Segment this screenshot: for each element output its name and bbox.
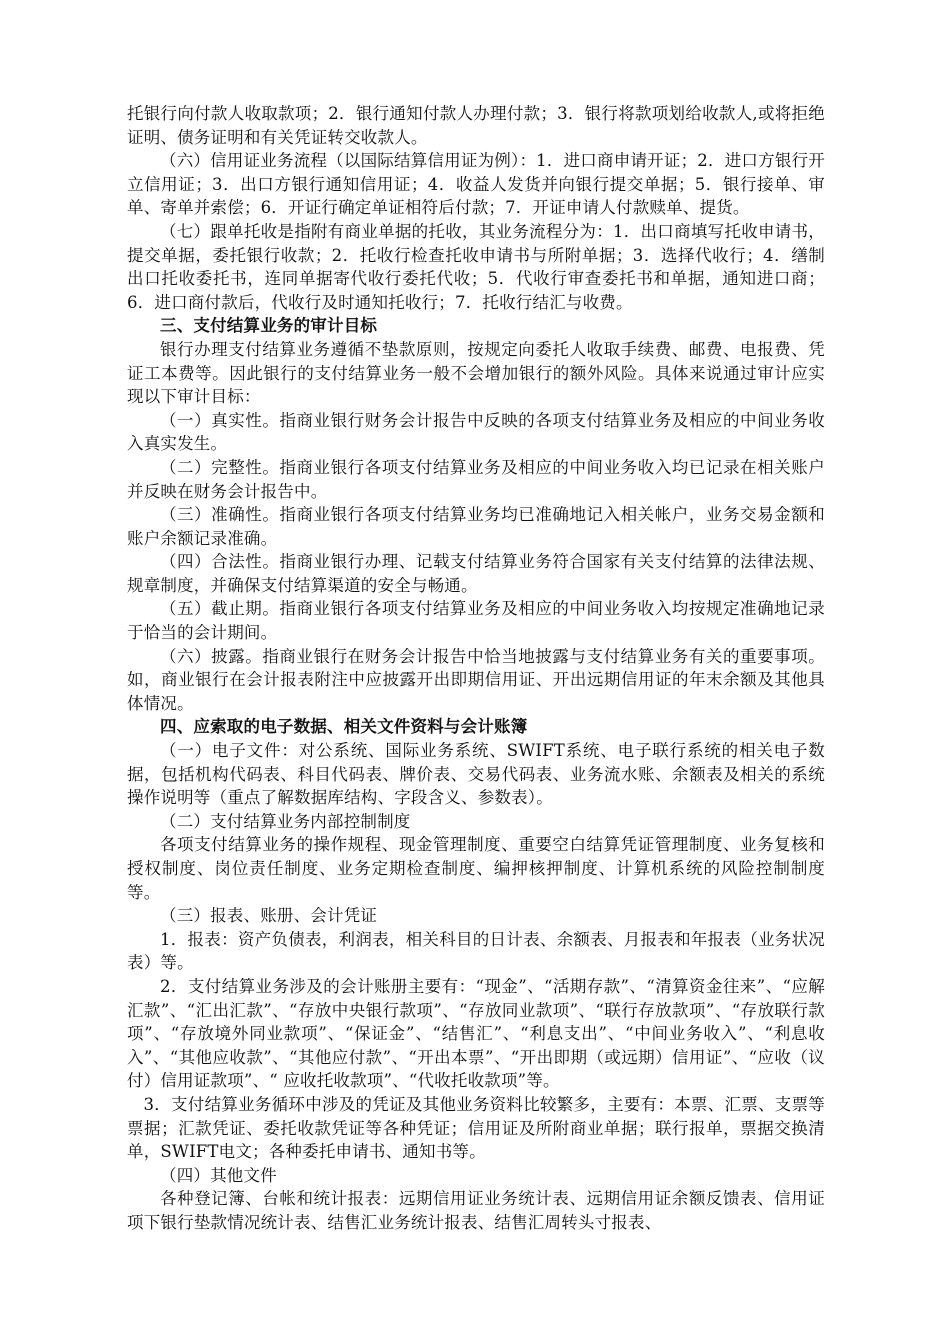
paragraph: 2．支付结算业务涉及的会计账册主要有：“现金”、“活期存款”、“清算资金往来”、“应解汇款”、“汇出汇款”、“存放中央银行款项”、“存放同业款项”、“联行存放款项”、“存放联行款项”、“存放境外同业款项”、“保证金”、“结售汇”、“利息支出”、“中间业务收入”、“利息收入”、“其他应收款”、“其他应付款”、“开出本票”、“开出即期（或远期）信用证”、“应收（议付）信用证款项”、“ 应收托收款项”、“代收托收款项”等。 [127,976,825,1091]
paragraph: （一）电子文件：对公系统、国际业务系统、SWIFT系统、电子联行系统的相关电子数据，包括机构代码表、科目代码表、牌价表、交易代码表、业务流水账、余额表及相关的系统操作说明等（重点了解数据库结构、字段含义、参数表）。 [127,741,825,808]
paragraph: 各种登记簿、台帐和统计报表：远期信用证业务统计表、远期信用证余额反馈表、信用证项下银行垫款情况统计表、结售汇业务统计报表、结售汇周转头寸报表、 [127,1189,825,1232]
paragraph: （二）支付结算业务内部控制制度 [160,811,411,831]
paragraph: （六）信用证业务流程（以国际结算信用证为例）：1．进口商申请开证；2．进口方银行开立信用证；3．出口方银行通知信用证；4．收益人发货并向银行提交单据；5．银行接单、审单、寄单并索偿；6．开证行确定单证相符后付款；7．开证申请人付款赎单、提货。 [127,151,825,218]
paragraph: （五）截止期。指商业银行各项支付结算业务及相应的中间业务收入均按规定准确地记录于恰当的会计期间。 [127,599,825,643]
document-body [127,102,825,1235]
paragraph: （七）跟单托收是指附有商业单据的托收，其业务流程分为：1．出口商填写托收申请书，提交单据，委托银行收款；2．托收行检查托收申请书与所附单据；3．选择代收行；4．缮制出口托收委托书，连同单据寄代收行委托代收；5．代收行审查委托书和单据，通知进口商；6．进口商付款后，代收行及时通知托收行；7．托收行结汇与收费。 [127,221,825,312]
section-heading: 四、应索取的电子数据、相关文件资料与会计账簿 [160,717,528,737]
paragraph: （四）其他文件 [160,1165,277,1185]
paragraph: （三）准确性。指商业银行各项支付结算业务均已准确地记入相关帐户，业务交易金额和账户余额记录准确。 [127,505,825,548]
paragraph: （四）合法性。指商业银行办理、记载支付结算业务符合国家有关支付结算的法律法规、规章制度，并确保支付结算渠道的安全与畅通。 [127,552,825,595]
paragraph: （一）真实性。指商业银行财务会计报告中反映的各项支付结算业务及相应的中间业务收入真实发生。 [127,410,825,454]
paragraph: （二）完整性。指商业银行各项支付结算业务及相应的中间业务收入均已记录在相关账户并反映在财务会计报告中。 [127,457,825,501]
paragraph: 3．支付结算业务循环中涉及的凭证及其他业务资料比较繁多，主要有：本票、汇票、支票等票据；汇款凭证、委托收款凭证等各种凭证；信用证及所附商业单据；联行报单，票据交换清单，SWIFT电文；各种委托申请书、通知书等。 [127,1094,825,1162]
paragraph: 各项支付结算业务的操作规程、现金管理制度、重要空白结算凭证管理制度、业务复核和授权制度、岗位责任制度、业务定期检查制度、编押核押制度、计算机系统的风险控制制度等。 [127,835,825,902]
paragraph: 托银行向付款人收取款项；2．银行通知付款人办理付款；3．银行将款项划给收款人,或将拒绝证明、债务证明和有关凭证转交收款人。 [127,104,825,147]
paragraph: 1．报表：资产负债表，利润表，相关科目的日计表、余额表、月报表和年报表（业务状况表）等。 [127,929,825,973]
section-heading: 三、支付结算业务的审计目标 [160,316,378,336]
paragraph: （六）披露。指商业银行在财务会计报告中恰当地披露与支付结算业务有关的重要事项。如，商业银行在会计报表附注中应披露开出即期信用证、开出远期信用证的年末余额及其他具体情况。 [127,646,825,713]
paragraph: 银行办理支付结算业务遵循不垫款原则，按规定向委托人收取手续费、邮费、电报费、凭证工本费等。因此银行的支付结算业务一般不会增加银行的额外风险。具体来说通过审计应实现以下审计目标： [127,339,825,407]
paragraph: （三）报表、账册、会计凭证 [160,906,378,926]
